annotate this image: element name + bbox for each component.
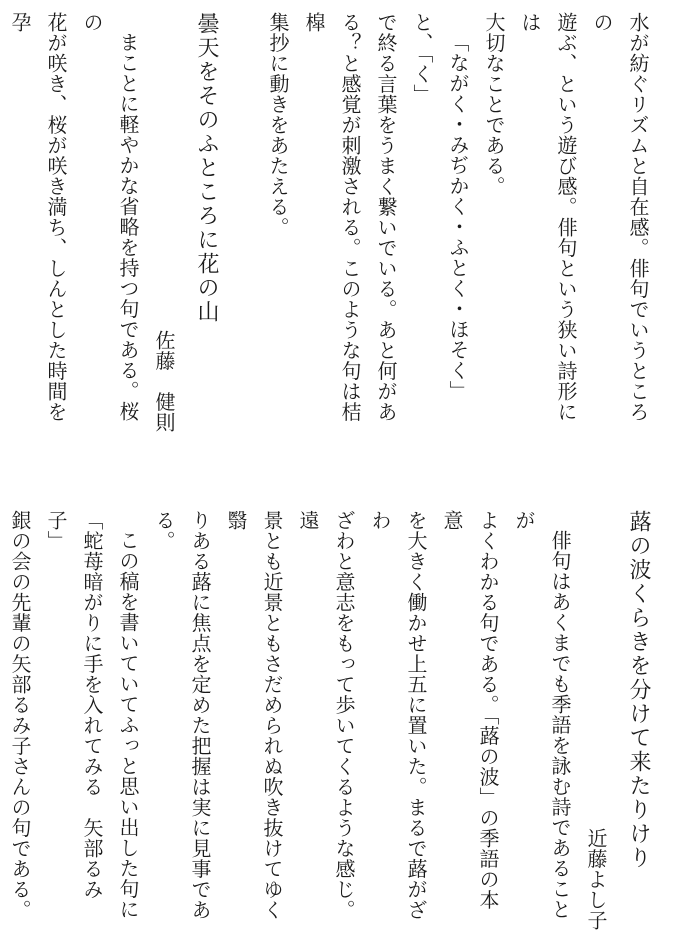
essay-paragraph-2 (0, 510, 146, 930)
text-line: 花が咲き、桜が咲き満ち、しんとした時間を孕 (8, 12, 68, 422)
text-line: よくわかる句である。「蕗の波」の季語の本意 (440, 510, 500, 910)
haiku-title (614, 510, 656, 930)
essay-paragraph-1 (146, 510, 578, 930)
text-line: 「ながく・みぢかく・ふとく・ほそく」と、「く」 (410, 12, 470, 401)
essay-paragraph-1 (0, 12, 146, 432)
text-line: る？と感覚が刺激される。このような句は桔槹 (302, 12, 362, 422)
bottom-essay-block (0, 510, 656, 930)
text-line: まことに軽やかな省略を持つ句である。桜の (80, 12, 140, 422)
haiku-text: 曇天をそのふところに花の山 (194, 12, 219, 324)
haiku-title (182, 12, 224, 432)
text-line: りある蕗に焦点を定めた把握は実に見事であ (188, 510, 212, 920)
text-line: る。 (152, 510, 176, 551)
text-line: 俳句はあくまでも季語を詠む詩であることが (512, 510, 572, 920)
paragraph-prev-2 (260, 12, 476, 432)
haiku-author (578, 510, 614, 930)
author-name: 佐藤 健則 (152, 329, 176, 432)
text-line: 遊ぶ、という遊び感。俳句という狭い詩形には (518, 12, 578, 422)
text-line: 集抄に動きをあたえる。 (266, 12, 290, 238)
top-essay-block (0, 12, 656, 432)
text-line: 銀の会の先輩の矢部るみ子さんの句である。 (8, 510, 32, 920)
text-line: この稿を書いていてふっと思い出した句に (116, 530, 140, 920)
text-line: 景とも近景ともさだめられぬ吹き抜けてゆく翳 (224, 510, 284, 920)
text-line: 大切なことである。 (482, 12, 506, 197)
text-line: で終る言葉をうまく繋いでいる。あと何があ (374, 12, 398, 422)
text-line: 水が紡ぐリズムと自在感。俳句でいうところの (590, 12, 650, 422)
text-line: ざわと意志をもって歩いてくるような感じ。遠 (296, 510, 356, 920)
haiku-text: 蕗の波くらきを分けて来たりけり (626, 510, 651, 870)
author-name: 近藤よし子 (584, 827, 608, 930)
text-line: 「蛇苺暗がりに手を入れてみる 矢部るみ子」 (44, 510, 104, 900)
text-line: を大きく働かせ上五に置いた。まるで蕗がざわ (368, 510, 428, 920)
haiku-author (146, 12, 182, 432)
paragraph-prev-1 (476, 12, 656, 432)
